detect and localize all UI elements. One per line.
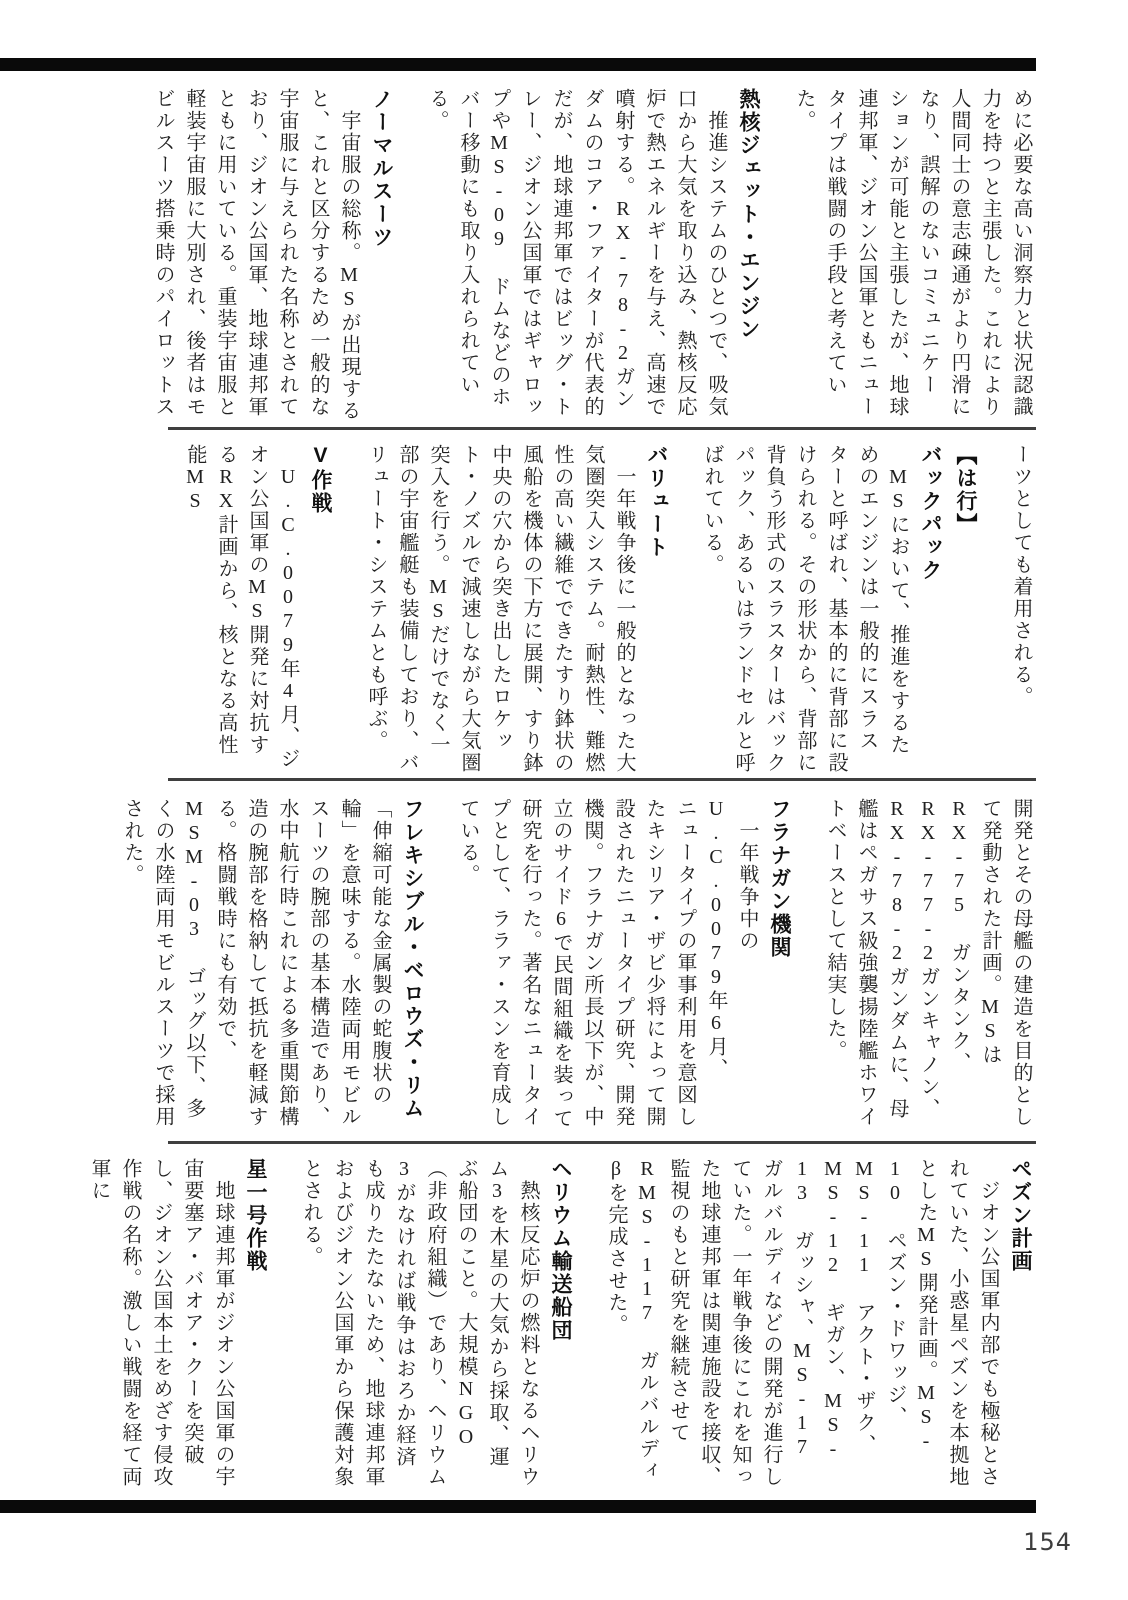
glossary-band-4 [88,1158,1036,1488]
entry-heading: バリュート [645,444,668,559]
entry-heading: ノーマルスーツ [370,88,393,249]
bottom-rule-bar [0,1500,1036,1513]
body-text: めに必要な高い洞察力と状況認識力を持つと主張した。これにより人間同士の意志疎通がより円滑になり、誤解のないコミュニケーションが可能と主張したが、地球連邦軍、ジオン公国軍ともニュータイプは戦闘の手段と考えていた。 [793,88,1032,418]
body-text: U.C.0079年4月、ジオン公国軍のMS開発に対抗するRX計画から、核となる高性能MS [184,444,299,770]
entry-heading: 熱核ジェット・エンジン [737,88,760,341]
entry-heading: V作戦 [309,444,332,515]
body-text: 開発とその母艦の建造を目的として発動された計画。MSはRX-75 ガンタンク、RX-77-2ガンキャノン、RX-78-2ガンダムに、母艦はペガサス級強襲揚陸艦ホワイトベースとして結実した。 [824,798,1032,1128]
body-text: 宇宙服の総称。MSが出現すると、これと区分するため一般的な宇宙服に与えられた名称とされており、ジオン公国軍、地球連邦軍ともに用いている。重装宇宙服と軽装宇宙服に大別され、後者はモビルスーツ搭乗時のパイロットス [152,88,360,422]
entry-heading: バックパック [919,444,942,582]
page-number: 154 [1023,1528,1072,1556]
body-text: 一年戦争後に一般的となった大気圏突入システム。耐熱性、難燃性の高い繊維でできたすり鉢状の風船を機体の下方に展開、すり鉢中央の穴から突き出したロケット・ノズルで減速しながら大気圏突入を行う。MSだけでなく一部の宇宙艦艇も装備しており、バリュート・システムとも呼ぶ。 [365,444,635,774]
entry-heading: 星一号作戦 [244,1158,267,1273]
body-text: 一年戦争中のU.C.0079年6月、ニュータイプの軍事利用を意図したキシリア・ザビ少将によって開設されたニュータイプ研究、開発機関。フラナガン所長以下が、中立のサイド6で民間組織を装って研究を行った。著名なニュータイプとして、ララァ・スンを育成している。 [457,798,758,1130]
body-text: ジオン公国軍内部でも極秘とされていた、小惑星ペズンを本拠地としたMS開発計画。MS-10 ペズン・ドワッジ、MS-11 アクト・ザク、MS-12 ギガン、MS-13 ガッシャ、MS-17 ガルバルディなどの開発が進行していた。一年戦争後にこれを知った地球連邦軍は関連施設を接収、監視のもと研究を継続させてRMS-117 ガルバルディβを完成させた。 [605,1158,999,1488]
glossary-band-1 [150,88,1036,422]
band-divider-1 [168,427,1036,430]
band-divider-3 [168,1141,1036,1144]
body-text: MSにおいて、推進をするためのエンジンは一般的にスラスターと呼ばれ、基本的に背部に設けられる。その形状から、背部に背負う形式のスラスターはバックパック、あるいはランドセルと呼ばれている。 [701,444,909,774]
body-text: 熱核反応炉の燃料となるヘリウム3を木星の大気から採取、運ぶ船団のこと。大規模NGO（非政府組織）であり、ヘリウム3がなければ戦争はおろか経済も成りたたないため、地球連邦軍およびジオン公国軍から保護対象とされる。 [300,1158,539,1488]
section-label: 【は行】 [954,444,977,536]
entry-heading: フレキシブル・ベロウズ・リム [401,798,424,1120]
body-text: 推進システムのひとつで、吸気口から大気を取り込み、熱核反応炉で熱エネルギーを与え、高速で噴射する。RX-78-2ガンダムのコア・ファイターが代表的だが、地球連邦軍ではビッグ・トレー、ジオン公国軍ではギャロップやMS-09 ドムなどのホバー移動にも取り入れられている。 [426,88,727,418]
body-text: 地球連邦軍がジオン公国軍の宇宙要塞ア・バオア・クーを突破し、ジオン公国本土をめざす侵攻作戦の名称。激しい戦闘を経て両軍に [88,1158,234,1488]
glossary-band-2 [150,444,1036,774]
entry-heading: フラナガン機関 [768,798,791,959]
band-divider-2 [168,778,1036,781]
top-rule-bar [0,58,1036,71]
entry-heading: ヘリウム輸送船団 [549,1158,572,1342]
body-text: 「伸縮可能な金属製の蛇腹状の輪」を意味する。水陸両用モビルスーツの腕部の基本構造であり、水中航行時これによる多重関節構造の腕部を格納して抵抗を軽減する。格闘戦時にも有効で、MSM-03 ゴッグ以下、多くの水陸両用モビルスーツで採用された。 [121,798,391,1128]
glossary-band-3 [121,798,1036,1132]
body-text: ーツとしても着用される。 [1010,444,1032,708]
entry-heading: ペズン計画 [1009,1158,1032,1273]
